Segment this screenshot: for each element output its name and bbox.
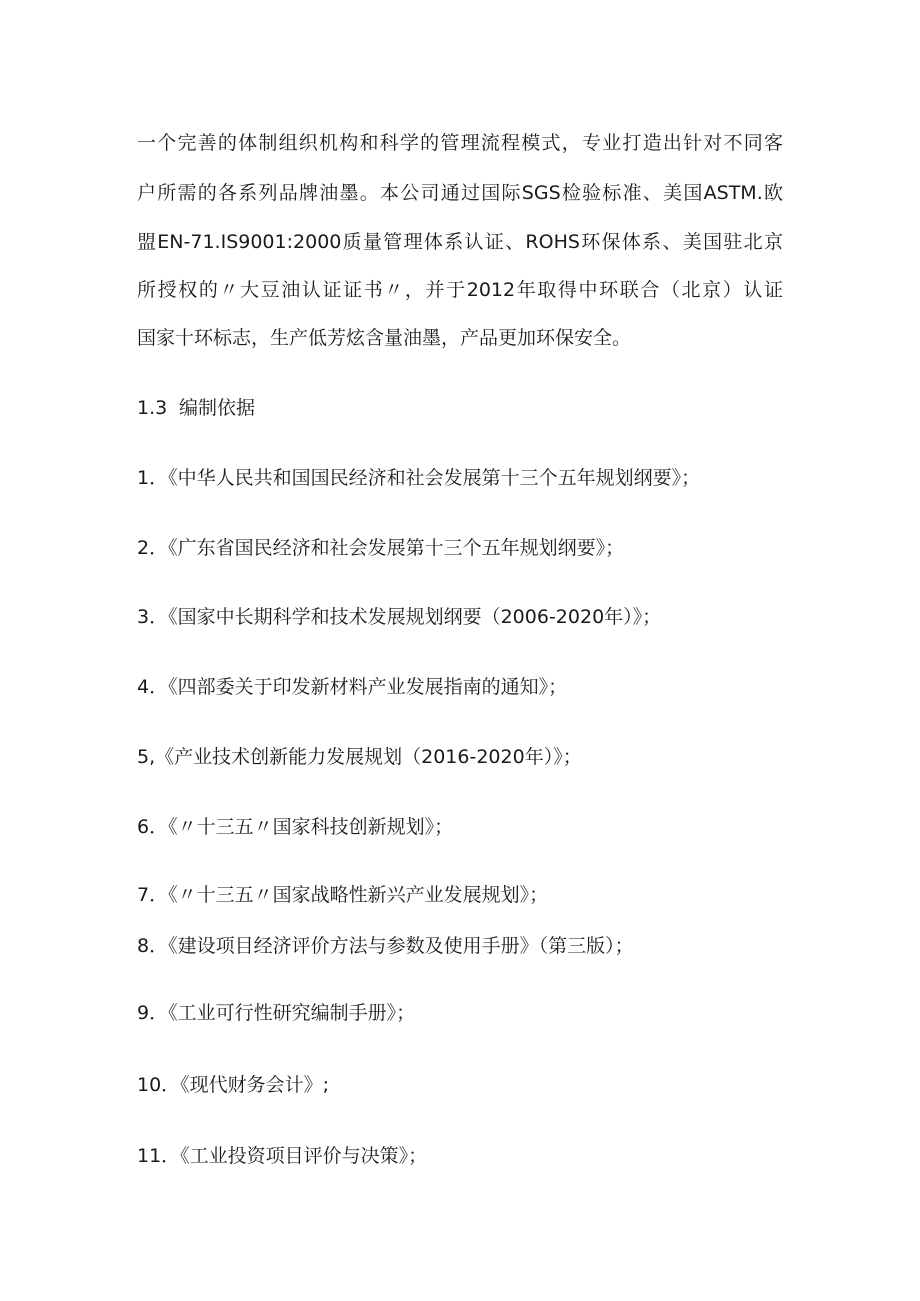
reference-item-8: 8．《建设项目经济评价方法与参数及使用手册》（第三版）；: [137, 935, 634, 957]
section-title: 编制依据: [179, 397, 256, 419]
intro-line-4: 所授权的〃大豆油认证证书〃，并于2012年取得中环联合（北京）认证: [137, 279, 783, 301]
section-number: 1.3: [137, 397, 168, 419]
reference-item-5: 5,《产业技术创新能力发展规划（2016-2020年）》；: [137, 746, 582, 768]
reference-item-3: 3．《国家中长期科学和技术发展规划纲要（2006-2020年）》；: [137, 606, 662, 628]
reference-item-6: 6．《〃十三五〃国家科技创新规划》；: [137, 816, 454, 838]
section-heading: [137, 395, 255, 421]
intro-line-2: 户所需的各系列品牌油墨。本公司通过国际SGS检验标准、美国ASTM.欧: [137, 182, 783, 204]
reference-item-9: 9．《工业可行性研究编制手册》；: [137, 1002, 416, 1024]
reference-item-11: 11．《工业投资项目评价与决策》；: [137, 1145, 428, 1167]
reference-item-4: 4．《四部委关于印发新材料产业发展指南的通知》；: [137, 676, 568, 698]
reference-item-1: 1．《中华人民共和国国民经济和社会发展第十三个五年规划纲要》；: [137, 467, 701, 489]
intro-line-5: 国家十环标志，生产低芳炫含量油墨，产品更加环保安全。: [137, 327, 632, 349]
reference-item-7: 7．《〃十三五〃国家战略性新兴产业发展规划》；: [137, 884, 549, 906]
intro-line-3: 盟EN-71.IS9001:2000质量管理体系认证、ROHS环保体系、美国驻北京: [137, 231, 783, 253]
intro-line-1: 一个完善的体制组织机构和科学的管理流程模式，专业打造出针对不同客: [137, 132, 783, 154]
reference-item-2: 2．《广东省国民经济和社会发展第十三个五年规划纲要》；: [137, 537, 625, 559]
reference-item-10: 10．《现代财务会计》;: [137, 1074, 330, 1096]
